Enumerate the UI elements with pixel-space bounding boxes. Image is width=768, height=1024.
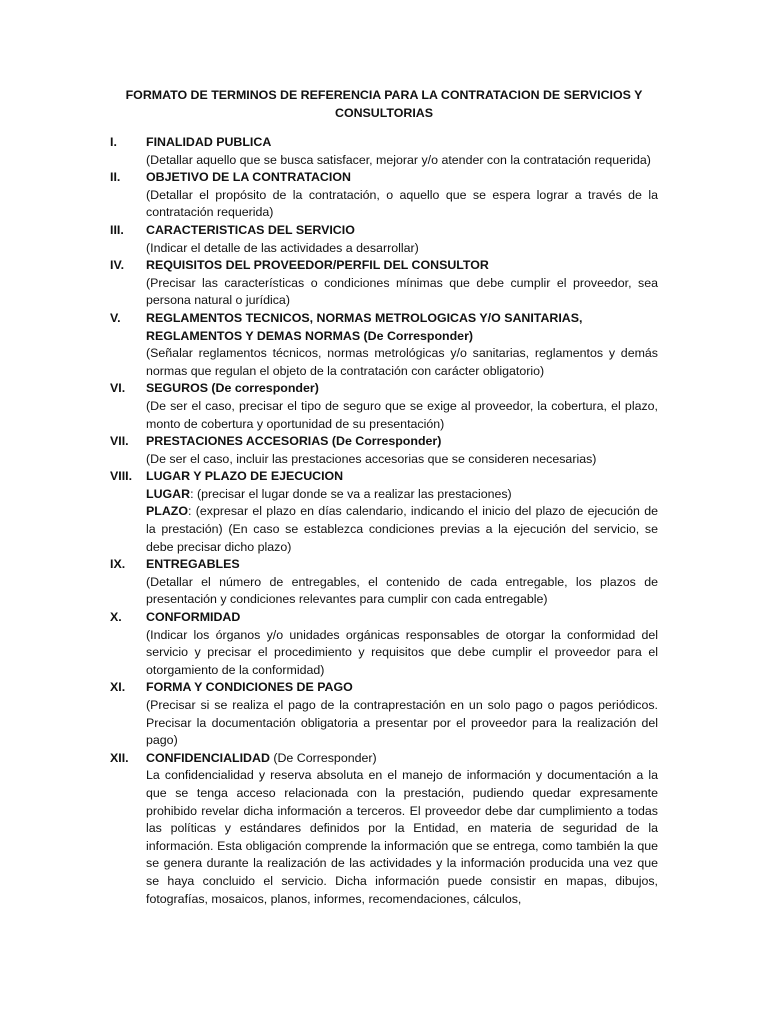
section-number: XII. xyxy=(110,750,129,765)
section-number: VII. xyxy=(110,434,129,449)
section-number: X. xyxy=(110,610,122,625)
section xyxy=(110,380,658,433)
section xyxy=(110,310,658,380)
section xyxy=(110,750,658,908)
section-paragraph xyxy=(146,697,658,750)
section-number: IV. xyxy=(110,258,125,273)
section-number: VI. xyxy=(110,381,126,396)
section-paragraph xyxy=(146,451,658,469)
section-heading xyxy=(146,556,658,574)
section-heading xyxy=(146,750,658,768)
paragraph-text: : (precisar el lugar donde se va a realizar las prestaciones) xyxy=(190,486,512,501)
paragraph-text: (Precisar si se realiza el pago de la contraprestación en un solo pago o pagos periódicos. Precisar la documentación obligatoria a presentar por el proveedor para la realización del pago) xyxy=(146,698,658,748)
section xyxy=(110,556,658,609)
section-content xyxy=(146,380,658,433)
section-heading xyxy=(146,380,658,398)
section xyxy=(110,222,658,257)
section-heading-text: CONFIDENCIALIDAD xyxy=(146,750,270,765)
section xyxy=(110,169,658,222)
section-paragraph xyxy=(146,398,658,433)
paragraph-label: PLAZO xyxy=(146,504,188,519)
section xyxy=(110,679,658,749)
section-number: XI. xyxy=(110,680,126,695)
document-title: FORMATO DE TERMINOS DE REFERENCIA PARA LA CONTRATACION DE SERVICIOS Y CONSULTORIAS xyxy=(125,88,643,120)
paragraph-text: (Precisar las características o condiciones mínimas que debe cumplir el proveedor, sea persona natural o jurídica) xyxy=(146,275,658,308)
section xyxy=(110,468,658,556)
section-paragraph xyxy=(146,767,658,908)
section-heading-text: CARACTERISTICAS DEL SERVICIO xyxy=(146,222,355,237)
section-number: VIII. xyxy=(110,469,133,484)
section-heading-suffix: (De Corresponder) xyxy=(269,750,377,765)
paragraph-text: (De ser el caso, incluir las prestaciones accesorias que se consideren necesarias) xyxy=(146,451,597,466)
section-paragraph xyxy=(146,187,658,222)
section-heading xyxy=(146,433,658,451)
section xyxy=(110,257,658,310)
paragraph-text: (Detallar aquello que se busca satisfacer, mejorar y/o atender con la contratación requerida) xyxy=(146,152,651,167)
section-paragraph xyxy=(146,345,658,380)
section-content xyxy=(146,310,658,380)
section-number: V. xyxy=(110,310,121,325)
section-paragraph xyxy=(146,574,658,609)
paragraph-text: (Detallar el número de entregables, el contenido de cada entregable, los plazos de presentación y condiciones relevantes para cumplir con cada entregable) xyxy=(146,574,658,607)
paragraph-text: (Señalar reglamentos técnicos, normas metrológicas y/o sanitarias, reglamentos y demás normas que regulan el objeto de la contratación con carácter obligatorio) xyxy=(146,346,658,378)
section-heading xyxy=(146,468,658,486)
paragraph-text: (Indicar los órganos y/o unidades orgánicas responsables de otorgar la conformidad del servicio y precisar el procedimiento y requisitos que debe cumplir el proveedor para el otorgamiento de la conformidad) xyxy=(146,627,658,677)
section-content xyxy=(146,257,658,310)
paragraph-text: La confidencialidad y reserva absoluta en el manejo de información y documentación a la que se tenga acceso relacionada con la prestación, pudiendo quedar expresamente prohibido revelar dicha información a terceros. El proveedor debe dar cumplimiento a todas las políticas y estándares definidos por la Entidad, en materia de seguridad de la información. Esta obligación comprende la información que se entrega, como también la que se genera durante la realización de las actividades y la información producida una vez que se haya concluido el servicio. Dicha información puede consistir en mapas, dibujos, fotografías, mosaicos, planos, informes, recomendaciones, cálculos, xyxy=(146,768,658,906)
section-heading-text: REGLAMENTOS TECNICOS, NORMAS METROLOGICAS Y/O SANITARIAS, REGLAMENTOS Y DEMAS NORMAS (De Corresponder) xyxy=(146,310,583,343)
section-paragraph xyxy=(146,152,658,170)
paragraph-text: (Detallar el propósito de la contratación, o aquello que se espera lograr a través de la contratación requerida) xyxy=(146,187,658,220)
section-paragraph xyxy=(146,486,658,504)
section-heading-text: FORMA Y CONDICIONES DE PAGO xyxy=(146,680,353,695)
section-heading-text: ENTREGABLES xyxy=(146,557,240,572)
section-content xyxy=(146,222,658,257)
section-heading-text: OBJETIVO DE LA CONTRATACION xyxy=(146,170,351,185)
section-content xyxy=(146,556,658,609)
section-content xyxy=(146,433,658,468)
section xyxy=(110,134,658,169)
section-content xyxy=(146,750,658,908)
section-heading xyxy=(146,169,658,187)
section-heading xyxy=(146,134,658,152)
paragraph-text: (De ser el caso, precisar el tipo de seguro que se exige al proveedor, la cobertura, el plazo, monto de cobertura y oportunidad de su presentación) xyxy=(146,398,658,431)
section-heading xyxy=(146,257,658,275)
section-number: I. xyxy=(110,135,117,149)
section-content xyxy=(146,468,658,556)
section-heading xyxy=(146,679,658,697)
section-heading xyxy=(146,222,658,240)
section-heading xyxy=(146,609,658,627)
section-number: IX. xyxy=(110,557,126,572)
section-heading-text: FINALIDAD PUBLICA xyxy=(146,135,272,149)
section-heading-text: CONFORMIDAD xyxy=(146,610,241,625)
sections-list xyxy=(0,134,768,908)
paragraph-text: : (expresar el plazo en días calendario, indicando el inicio del plazo de ejecución de la prestación) (En caso se establezca condiciones previas a la ejecución del servicio, se debe precisar dicho plazo) xyxy=(146,504,658,554)
section-number: II. xyxy=(110,170,121,185)
section-content xyxy=(146,169,658,222)
section-paragraph xyxy=(146,627,658,680)
section-heading xyxy=(146,310,658,345)
section-paragraph xyxy=(146,275,658,310)
section xyxy=(110,433,658,468)
section-number: III. xyxy=(110,222,124,237)
section-paragraph xyxy=(146,503,658,556)
section-heading-text: LUGAR Y PLAZO DE EJECUCION xyxy=(146,469,344,484)
paragraph-label: LUGAR xyxy=(146,486,191,501)
section xyxy=(110,609,658,679)
section-content xyxy=(146,609,658,679)
section-heading-text: PRESTACIONES ACCESORIAS (De Corresponder) xyxy=(146,434,442,449)
section-heading-text: REQUISITOS DEL PROVEEDOR/PERFIL DEL CONSULTOR xyxy=(146,258,489,273)
section-content xyxy=(146,134,658,169)
section-paragraph xyxy=(146,240,658,258)
paragraph-text: (Indicar el detalle de las actividades a desarrollar) xyxy=(146,240,419,255)
section-heading-text: SEGUROS (De corresponder) xyxy=(146,381,319,396)
section-content xyxy=(146,679,658,749)
